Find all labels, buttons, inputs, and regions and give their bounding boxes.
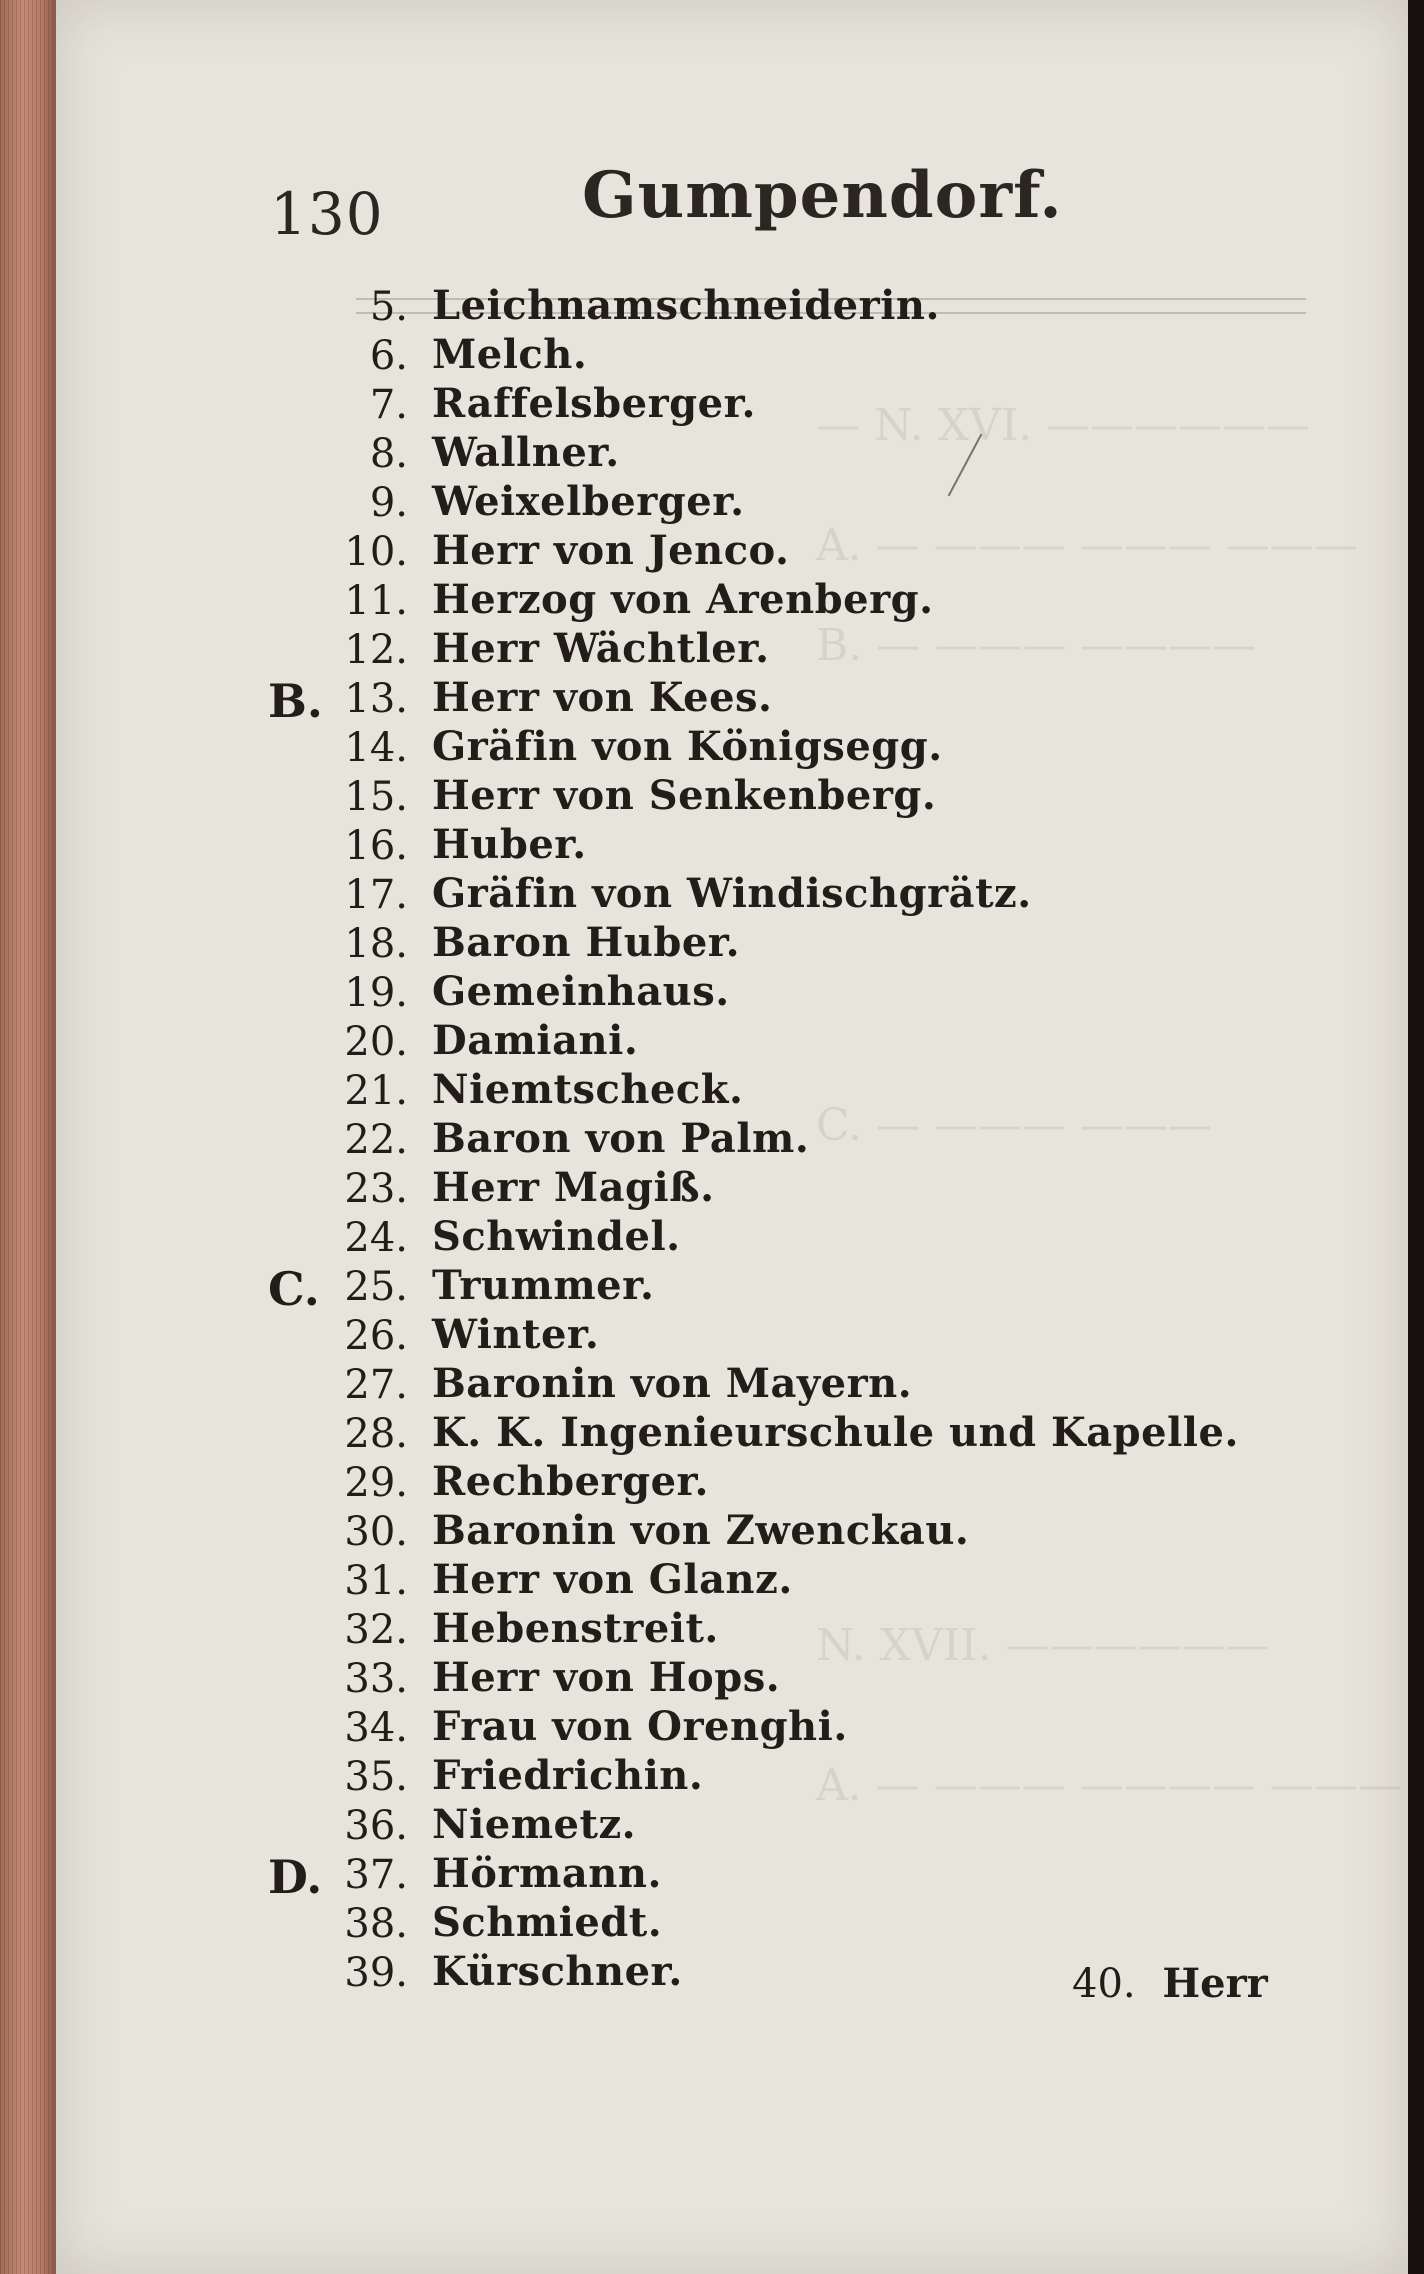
resident-name: Winter. — [432, 1311, 600, 1358]
list-item — [0, 576, 1100, 628]
list-item — [0, 919, 1100, 971]
house-number: 21. — [344, 1068, 408, 1114]
list-item — [0, 1213, 1100, 1265]
resident-name: Gräfin von Königsegg. — [432, 723, 943, 770]
house-number: 32. — [344, 1607, 408, 1653]
house-number: 26. — [344, 1313, 408, 1359]
house-number: 30. — [344, 1509, 408, 1555]
bleed-through: — N. XVI. —————— A. — ——— ——— ——— B. — ——— ———— C. — ——— ——— N. XVII. —————— A. — ——— ———— ——— — [816, 400, 1402, 1811]
house-number: 19. — [344, 970, 408, 1016]
house-number: 12. — [344, 627, 408, 673]
resident-name: Weixelberger. — [432, 478, 745, 525]
resident-name: Raffelsberger. — [432, 380, 756, 427]
list-item — [0, 527, 1100, 579]
list-item — [0, 1850, 1100, 1902]
resident-name: Trummer. — [432, 1262, 655, 1309]
list-item — [0, 1752, 1100, 1804]
house-number: 20. — [344, 1019, 408, 1065]
resident-name: Baronin von Mayern. — [432, 1360, 913, 1407]
resident-name: K. K. Ingenieurschule und Kapelle. — [432, 1409, 1239, 1456]
list-item — [0, 282, 1100, 334]
list-item — [0, 1899, 1100, 1951]
house-number: 38. — [344, 1901, 408, 1947]
house-number: 11. — [344, 578, 408, 624]
list-item — [0, 674, 1100, 726]
house-number: 15. — [344, 774, 408, 820]
house-number: 23. — [344, 1166, 408, 1212]
house-number: 24. — [344, 1215, 408, 1261]
house-number: 31. — [344, 1558, 408, 1604]
resident-name: Kürschner. — [432, 1948, 683, 1995]
house-number: 6. — [369, 333, 408, 379]
house-number: 16. — [344, 823, 408, 869]
list-item — [0, 1948, 1100, 2000]
list-item — [0, 1360, 1100, 1412]
list-item — [0, 1605, 1100, 1657]
list-item — [0, 331, 1100, 383]
resident-name: Damiani. — [432, 1017, 639, 1064]
resident-name: Niemetz. — [432, 1801, 637, 1848]
list-item — [0, 1115, 1100, 1167]
list-item — [0, 1262, 1100, 1314]
page-number: 130 — [270, 180, 384, 248]
house-number: 22. — [344, 1117, 408, 1163]
resident-name: Niemtscheck. — [432, 1066, 744, 1113]
list-item — [0, 1311, 1100, 1363]
house-number: 37. — [344, 1852, 408, 1898]
list-item — [0, 1654, 1100, 1706]
list-item — [0, 1409, 1239, 1461]
resident-name: Schwindel. — [432, 1213, 681, 1260]
house-number: 36. — [344, 1803, 408, 1849]
house-number: 25. — [344, 1264, 408, 1310]
resident-name: Herr von Jenco. — [432, 527, 790, 574]
catchword-text: Herr — [1162, 1960, 1268, 2007]
house-number: 27. — [344, 1362, 408, 1408]
list-item — [0, 1458, 1100, 1510]
list-item — [0, 723, 1100, 775]
house-number: 9. — [369, 480, 408, 526]
resident-name: Baronin von Zwenckau. — [432, 1507, 970, 1554]
resident-name: Frau von Orenghi. — [432, 1703, 848, 1750]
resident-name: Rechberger. — [432, 1458, 709, 1505]
resident-name: Herr Wächtler. — [432, 625, 770, 672]
resident-name: Schmiedt. — [432, 1899, 663, 1946]
list-item — [0, 1164, 1100, 1216]
resident-name: Baron Huber. — [432, 919, 741, 966]
gutter-shadow — [1408, 0, 1424, 2274]
resident-name: Gemeinhaus. — [432, 968, 730, 1015]
list-item — [0, 1507, 1100, 1559]
resident-name: Herr von Senkenberg. — [432, 772, 937, 819]
list-item — [0, 968, 1100, 1020]
house-number: 8. — [369, 431, 408, 477]
house-number: 5. — [369, 284, 408, 330]
resident-name: Wallner. — [432, 429, 620, 476]
list-item — [0, 380, 1100, 432]
house-number: 34. — [344, 1705, 408, 1751]
resident-name: Melch. — [432, 331, 588, 378]
list-item — [0, 1017, 1100, 1069]
section-letter: B. — [268, 674, 323, 728]
resident-name: Herr Magiß. — [432, 1164, 715, 1211]
house-number: 28. — [344, 1411, 408, 1457]
house-number: 7. — [369, 382, 408, 428]
resident-name: Hörmann. — [432, 1850, 662, 1897]
list-item — [0, 772, 1100, 824]
list-item — [0, 478, 1100, 530]
section-letter: C. — [268, 1262, 320, 1316]
resident-name: Hebenstreit. — [432, 1605, 719, 1652]
resident-name: Herr von Kees. — [432, 674, 773, 721]
list-item — [0, 1066, 1100, 1118]
house-number: 10. — [344, 529, 408, 575]
house-number: 14. — [344, 725, 408, 771]
house-number: 13. — [344, 676, 408, 722]
catchword — [1072, 1960, 1268, 2007]
resident-name: Friedrichin. — [432, 1752, 704, 1799]
house-number: 18. — [344, 921, 408, 967]
house-number: 35. — [344, 1754, 408, 1800]
house-number: 33. — [344, 1656, 408, 1702]
house-number: 17. — [344, 872, 408, 918]
resident-name: Baron von Palm. — [432, 1115, 810, 1162]
resident-name: Herr von Hops. — [432, 1654, 781, 1701]
list-item — [0, 821, 1100, 873]
list-item — [0, 429, 1100, 481]
list-item — [0, 1556, 1100, 1608]
list-item — [0, 870, 1100, 922]
house-number: 39. — [344, 1950, 408, 1996]
list-item — [0, 625, 1100, 677]
catchword-number: 40. — [1072, 1961, 1136, 2007]
resident-name: Gräfin von Windischgrätz. — [432, 870, 1032, 917]
resident-name: Herzog von Arenberg. — [432, 576, 934, 623]
running-head: Gumpendorf. — [582, 158, 1063, 233]
list-item — [0, 1801, 1100, 1853]
house-number: 29. — [344, 1460, 408, 1506]
list-item — [0, 1703, 1100, 1755]
resident-name: Huber. — [432, 821, 587, 868]
resident-name: Herr von Glanz. — [432, 1556, 793, 1603]
section-letter: D. — [268, 1850, 323, 1904]
resident-name: Leichnamschneiderin. — [432, 282, 940, 329]
